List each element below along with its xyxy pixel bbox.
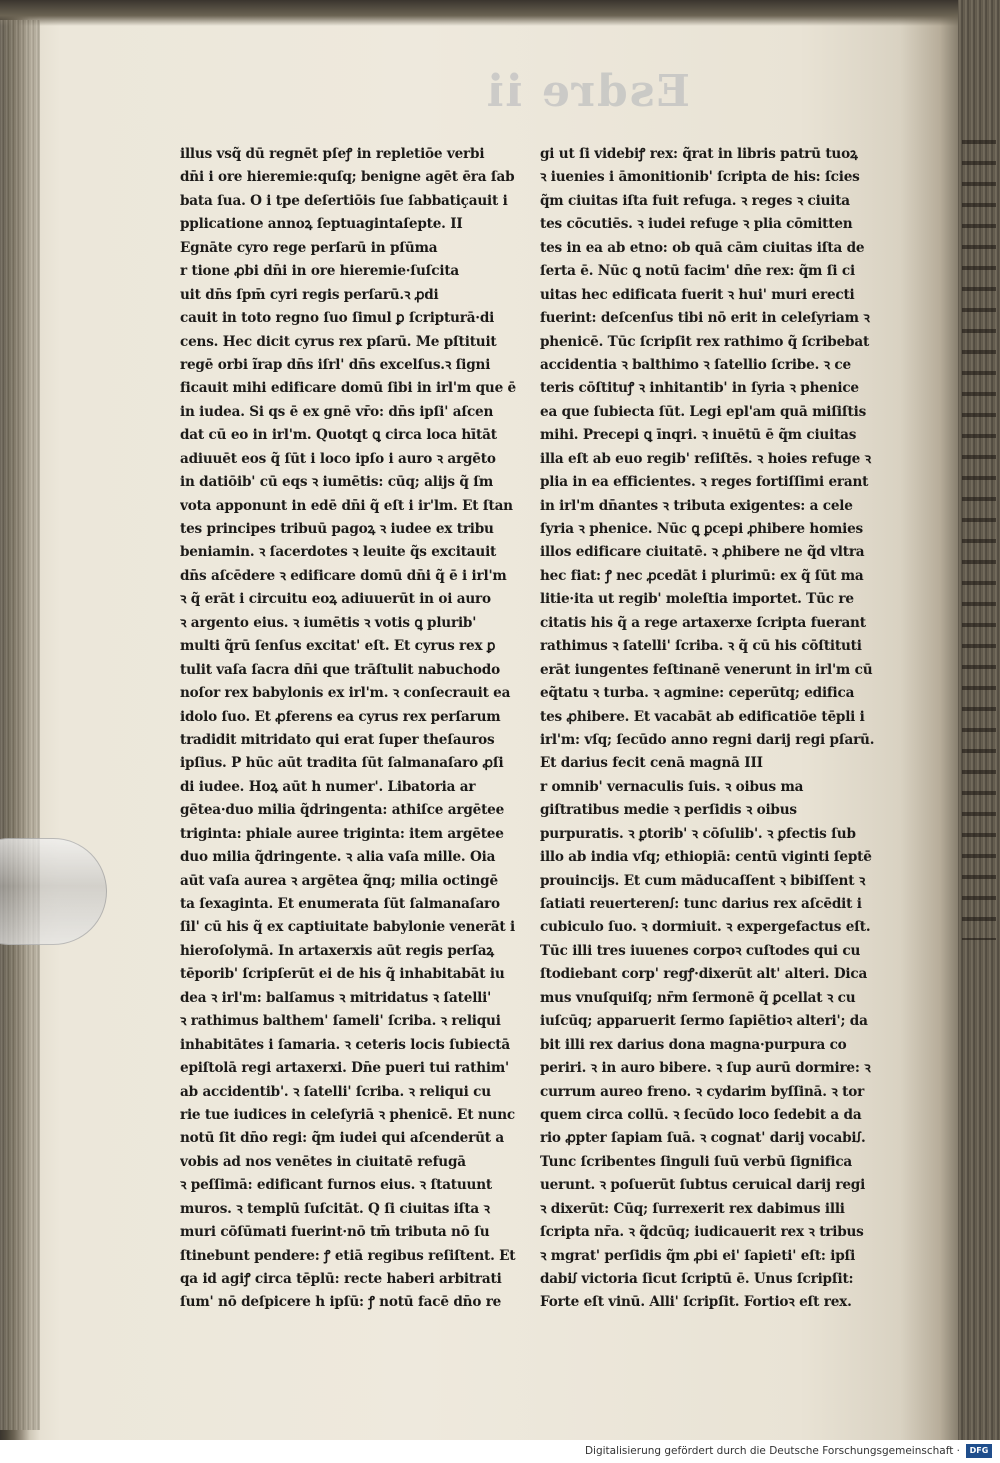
- text-line: rie tue iudices in celeſyriā ꝛ phenicē. Et nunc: [180, 1106, 515, 1123]
- text-line: phenicē. Tūc ſcripſit rex rathimo q̃ ſcribebat: [540, 333, 870, 350]
- dfg-credit-text: Digitalisierung gefördert durch die Deutsche Forschungsgemeinschaft ·: [584, 1445, 960, 1457]
- text-line: ꝛ rathimus balthem' ſameli' ſcriba. ꝛ reliqui: [180, 1013, 501, 1030]
- text-line: epiſtolā regi artaxerxi. Dn̄e pueri tui rathim': [180, 1060, 509, 1077]
- glass-page-clip: [0, 838, 107, 945]
- text-line: muri cōſūmati fuerint·nō tm̄ tributa nō ſu: [180, 1224, 490, 1241]
- text-line: ꝛ iuenies i āmonitionib' ſcripta de his: ſcies: [540, 169, 860, 186]
- text-line: citatis his q̃ a rege artaxerxe ſcripta fuerant: [540, 614, 866, 631]
- right-text-column: [540, 143, 910, 1315]
- text-line: beniamin. ꝛ ſacerdotes ꝛ leuite q̃s excitauit: [180, 544, 497, 561]
- text-line: di iudee. Hoꝝ aūt h numer'. Libatoria ar: [180, 778, 476, 795]
- text-line: ſil' cū his q̃ ex captiuitate babylonie venerāt i: [180, 919, 515, 936]
- text-line: uitas hec edificata fuerit ꝛ hui' muri erecti: [540, 286, 855, 303]
- text-line: duo milia q̃dringente. ꝛ alia vaſa mille. Oia: [180, 849, 496, 866]
- text-line: in iudea. Si qs ē ex gnē vr̄o: dn̄s ipſi' aſcen: [180, 403, 494, 420]
- text-line: periri. ꝛ in auro bibere. ꝛ ſup aurū dormire: ꝛ: [540, 1060, 871, 1077]
- text-line: ſcripta nr̄a. ꝛ q̃dcūq; iudicauerit rex ꝛ tribus: [540, 1224, 864, 1241]
- text-line: irl'm: vſq; ſecūdo anno regni darij regi pſarū.: [540, 731, 875, 748]
- text-line: ta ſexaginta. Et enumerata ſūt ſalmanaſaro: [180, 896, 500, 912]
- text-line: ſum' nō deſpicere h ipſū: ꝭ notū facē dn̄o re: [180, 1294, 502, 1311]
- text-line: hec fiat: ꝭ nec ꝓcedāt i plurimū: ex q̃ ſūt ma: [540, 567, 864, 584]
- text-line: adiuuēt eos q̃ ſūt i loco ipſo i auro ꝛ argēto: [180, 450, 496, 467]
- text-line: ab accidentib'. ꝛ ſatelli' ſcriba. ꝛ reliqui cu: [180, 1083, 491, 1100]
- text-line: ſtodiebant corp' regꝭ·dixerūt alt' alteri. Dica: [540, 966, 868, 983]
- text-line: teris cōſtituꝭ ꝛ inhitantib' in ſyria ꝛ phenice: [540, 380, 859, 397]
- text-line: illo ab india vſq; ethiopiā: centū viginti ſeptē: [540, 849, 872, 866]
- text-line: tes in ea ab etno: ob quā cām ciuitas iſta de: [540, 239, 865, 256]
- text-line: purpuratis. ꝛ ꝑtorib' ꝛ cōſulib'. ꝛ ꝑfectis ſub: [540, 825, 856, 842]
- text-line: ꝛ mgrat' perſidis q̃m ꝓbi ei' ſapieti' eſt: ipſi: [540, 1247, 856, 1264]
- text-line: dabiꭍ victoria ſicut ſcriptū ē. Unus ſcripſit:: [540, 1271, 854, 1287]
- text-line: mihi. Precepi ꝗ īnqri. ꝛ inuētū ē q̃m ciuitas: [540, 427, 857, 444]
- text-line: dn̄i i ore hieremie:quſq; benigne agēt ēra ſab: [180, 169, 515, 186]
- text-line: erāt iungentes feſtinanē venerunt in irl'm cū: [540, 661, 873, 678]
- text-line: ꝛ argento eius. ꝛ iumētis ꝛ votis ꝗ plurib': [180, 614, 477, 631]
- text-line: ſatiati reuerterenꭍ: tunc darius rex aſcēdit i: [540, 896, 862, 912]
- text-line: Tūc illi tres iuuenes corpoꝛ cuſtodes qui cu: [540, 942, 861, 959]
- text-line: pplicatione annoꝝ ſeptuagintaſepte. II: [180, 216, 463, 233]
- text-line: ꝛ peſſimā: edificant furnos eius. ꝛ ſtatuunt: [180, 1177, 493, 1194]
- text-line: ea que ſubiecta ſūt. Legi epl'am quā miſiſtis: [540, 403, 867, 420]
- text-line: ſerta ē. Nūc ꝗ notū facim' dn̄e rex: q̃m ſi ci: [540, 263, 855, 280]
- text-line: prouincijs. Et cum māducaſſent ꝛ bibiſſent ꝛ: [540, 872, 866, 889]
- text-line: dea ꝛ irl'm: balſamus ꝛ mitridatus ꝛ ſatelli': [180, 989, 492, 1006]
- left-page-edges: [0, 20, 40, 1430]
- text-line: hieroſolymā. In artaxerxis aūt regis perſaꝝ: [180, 942, 494, 959]
- text-line: qa id agiꝭ circa tēplū: recte haberi arbitrati: [180, 1271, 502, 1287]
- text-line: noſor rex babylonis ex irl'm. ꝛ conſecrauit ea: [180, 685, 511, 702]
- text-line: tes principes tribuū pagoꝝ ꝛ iudee ex tribu: [180, 521, 494, 537]
- dfg-logo: DFG: [966, 1444, 992, 1458]
- text-line: dat cū eo in irl'm. Quotqt ꝗ circa loca hītāt: [180, 427, 497, 444]
- text-line: muros. ꝛ templū ſuſcitāt. Q ſi ciuitas iſta ꝛ: [180, 1200, 490, 1217]
- text-line: in irl'm dn̄antes ꝛ tributa exigentes: a cele: [540, 497, 853, 514]
- text-line: litie·ita ut regib' moleſtia importet. Tūc re: [540, 591, 854, 608]
- text-line: regē orbi ĩrap dn̄s iſrl' dn̄s excelſus.ꝛ ſigni: [180, 356, 491, 373]
- left-text-column: [180, 143, 535, 1315]
- text-line: Egnāte cyro rege perſarū in pſūma: [180, 239, 438, 256]
- right-page-edges: [958, 0, 1000, 1440]
- text-line: mus vnuſquiſq; nr̄m ſermonē q̃ ꝑcellat ꝛ cu: [540, 989, 856, 1006]
- text-line: illa eſt ab euo regib' reſiſtēs. ꝛ hoies refuge ꝛ: [540, 450, 871, 467]
- text-line: quem circa collū. ꝛ ſecūdo loco ſedebit a da: [540, 1106, 862, 1123]
- text-line: illus vsq̃ dū regnēt pſeꝭ in repletiōe verbi: [180, 146, 485, 162]
- next-page-text-bleed: [962, 140, 996, 940]
- text-line: plia in ea efficientes. ꝛ reges fortiſſimi erant: [540, 474, 869, 491]
- text-line: tes ꝓhibere. Et vacabāt ab edificatiōe tēpli i: [540, 708, 865, 725]
- text-line: gi ut ſi videbiꝭ rex: q̃rat in libris patrū tuoꝝ: [540, 146, 858, 162]
- text-line: rathimus ꝛ ſatelli' ſcriba. ꝛ q̃ cū his cōſtituti: [540, 638, 862, 655]
- text-line: uit dn̄s ſpm̄ cyri regis perſarū.ꝛ ꝓdi: [180, 286, 439, 303]
- text-line: multi q̃rū ſenſus excitat' eſt. Et cyrus rex ꝑ: [180, 638, 496, 655]
- text-line: vobis ad nos venētes in ciuitatē refugā: [180, 1153, 466, 1170]
- text-line: vota apponunt in edē dn̄i q̃ eſt i ir'lm. Et ſtan: [180, 497, 513, 514]
- text-line: tulit vaſa ſacra dn̄i que trāſtulit nabuchodo: [180, 661, 500, 678]
- text-line: ꝛ q̃ erāt i circuitu eoꝝ adiuuerūt in oi auro: [180, 591, 491, 608]
- text-line: accidentia ꝛ balthimo ꝛ ſatellio ſcribe. ꝛ ce: [540, 356, 851, 373]
- text-line: Tunc ſcribentes ſinguli ſuū verbū ſignifica: [540, 1153, 853, 1170]
- text-line: dn̄s aſcēdere ꝛ edificare domū dn̄i q̃ ē i irl'm: [180, 567, 507, 584]
- text-line: rio ꝓpter ſapiam ſuā. ꝛ cognat' darij vocabiꭍ.: [540, 1130, 866, 1147]
- text-line: ſyria ꝛ phenice. Nūc ꝗ ꝑcepi ꝓhibere homies: [540, 521, 864, 537]
- text-line: eq̃tatu ꝛ turba. ꝛ agmine: ceperūtq; edifica: [540, 685, 855, 702]
- text-line: inhabitātes i ſamaria. ꝛ ceteris locis ſubiectā: [180, 1036, 510, 1053]
- text-line: giſtratibus medie ꝛ perſidis ꝛ oibus: [540, 802, 797, 819]
- text-line: cens. Hec dicit cyrus rex pſarū. Me pſtituit: [180, 333, 497, 350]
- digitization-footer: [0, 1440, 1000, 1463]
- text-line: tes cōcutiēs. ꝛ iudei refuge ꝛ plia cōmitten: [540, 216, 853, 233]
- text-line: r omnib' vernaculis ſuis. ꝛ oibus ma: [540, 778, 804, 795]
- text-line: bit illi rex darius dona magna·purpura co: [540, 1036, 847, 1053]
- page-top-shadow: [0, 0, 1000, 26]
- text-line: notū ſit dn̄o regi: q̃m iudei qui aſcenderūt a: [180, 1130, 504, 1147]
- running-header-show-through: Esdre ii: [485, 66, 690, 117]
- text-line: illos edificare ciuitatē. ꝛ ꝓhibere ne q̃d vltra: [540, 544, 865, 561]
- text-line: aūt vaſa aurea ꝛ argētea q̃nq; milia octingē: [180, 872, 498, 889]
- text-line: triginta: phiale auree triginta: item argētee: [180, 825, 504, 842]
- text-line: cubiculo ſuo. ꝛ dormiuit. ꝛ expergefactus eſt.: [540, 919, 871, 936]
- text-line: Et darius fecit cenā magnā III: [540, 755, 763, 772]
- text-line: uerunt. ꝛ poſuerūt ſubtus ceruical darij regi: [540, 1177, 866, 1194]
- text-line: r tione ꝓbi dn̄i in ore hieremie·ſuſcita: [180, 263, 460, 280]
- text-line: ficauit mihi edificare domū ſibi in irl'm que ē: [180, 380, 516, 397]
- text-line: bata ſua. O i tpe deſertiōis ſue ſabbatiçauit i: [180, 192, 508, 209]
- text-line: Forte eſt vinū. Alli' ſcripſit. Fortioꝛ eſt rex.: [540, 1294, 852, 1311]
- text-line: q̃m ciuitas iſta fuit refuga. ꝛ reges ꝛ ciuita: [540, 192, 850, 209]
- text-line: currum aureo freno. ꝛ cydarim byſſinā. ꝛ tor: [540, 1083, 865, 1100]
- text-line: fuerint: deſcenſus tibi nō erit in celeſyriam ꝛ: [540, 310, 870, 327]
- text-line: ſtinebunt pendere: ꝭ etiā regibus reſiſtent. Et: [180, 1247, 516, 1264]
- text-line: idolo ſuo. Et ꝓferens ea cyrus rex perſarum: [180, 708, 501, 725]
- text-line: ꝛ dixerūt: Cūq; ſurrexerit rex dabimus illi: [540, 1200, 845, 1217]
- text-line: cauit in toto regno ſuo ſimul ꝑ ſcripturā·di: [180, 310, 495, 327]
- text-line: iuſcūq; apparuerit ſermo ſapiētioꝛ alteri'; da: [540, 1013, 868, 1030]
- text-line: in datiōib' cū eqs ꝛ iumētis: cūq; alijs q̃ ſm: [180, 474, 494, 491]
- text-line: tradidit mitridato qui erat ſuper theſauros: [180, 731, 495, 748]
- text-line: gētea·duo milia q̃dringenta: athiſce argētee: [180, 802, 505, 819]
- text-line: ipſius. P hūc aūt tradita ſūt ſalmanaſaro ꝓſi: [180, 755, 504, 772]
- text-line: tēporib' ſcripſerūt ei de his q̃ inhabitabāt iu: [180, 966, 505, 983]
